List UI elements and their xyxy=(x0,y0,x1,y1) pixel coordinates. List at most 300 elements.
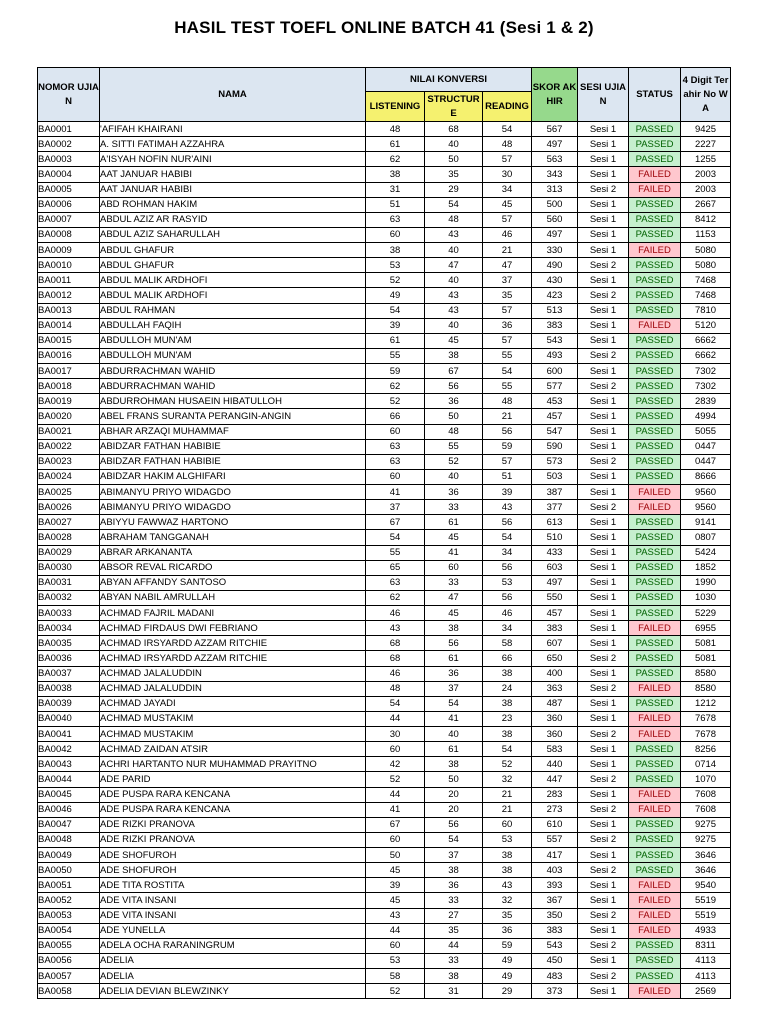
wa-digits-cell: 2569 xyxy=(681,984,731,999)
structure-cell: 43 xyxy=(425,288,483,303)
nomor-ujian-cell: BA0028 xyxy=(38,530,100,545)
header-nilai-konversi: NILAI KONVERSI xyxy=(366,68,532,92)
nama-cell: ABIDZAR FATHAN HABIBIE xyxy=(100,454,366,469)
nomor-ujian-cell: BA0001 xyxy=(38,122,100,137)
status-cell: PASSED xyxy=(629,530,681,545)
listening-cell: 59 xyxy=(366,364,425,379)
reading-cell: 43 xyxy=(483,500,532,515)
sesi-ujian-cell: Sesi 1 xyxy=(578,590,629,605)
nomor-ujian-cell: BA0022 xyxy=(38,439,100,454)
reading-cell: 35 xyxy=(483,288,532,303)
wa-digits-cell: 7468 xyxy=(681,273,731,288)
nomor-ujian-cell: BA0056 xyxy=(38,953,100,968)
listening-cell: 51 xyxy=(366,197,425,212)
structure-cell: 50 xyxy=(425,772,483,787)
nama-cell: ADE VITA INSANI xyxy=(100,908,366,923)
table-row xyxy=(38,152,731,167)
table-row xyxy=(38,848,731,863)
status-cell: FAILED xyxy=(629,923,681,938)
table-row xyxy=(38,742,731,757)
reading-cell: 59 xyxy=(483,938,532,953)
skor-akhir-cell: 330 xyxy=(532,243,578,258)
nomor-ujian-cell: BA0014 xyxy=(38,318,100,333)
structure-cell: 67 xyxy=(425,364,483,379)
table-row xyxy=(38,908,731,923)
reading-cell: 48 xyxy=(483,394,532,409)
structure-cell: 56 xyxy=(425,636,483,651)
sesi-ujian-cell: Sesi 1 xyxy=(578,152,629,167)
nomor-ujian-cell: BA0033 xyxy=(38,606,100,621)
listening-cell: 48 xyxy=(366,681,425,696)
status-cell: PASSED xyxy=(629,953,681,968)
table-row xyxy=(38,333,731,348)
reading-cell: 53 xyxy=(483,832,532,847)
table-row xyxy=(38,212,731,227)
status-cell: PASSED xyxy=(629,969,681,984)
skor-akhir-cell: 367 xyxy=(532,893,578,908)
status-cell: FAILED xyxy=(629,182,681,197)
nomor-ujian-cell: BA0011 xyxy=(38,273,100,288)
structure-cell: 33 xyxy=(425,575,483,590)
wa-digits-cell: 2003 xyxy=(681,182,731,197)
skor-akhir-cell: 603 xyxy=(532,560,578,575)
sesi-ujian-cell: Sesi 1 xyxy=(578,545,629,560)
structure-cell: 47 xyxy=(425,590,483,605)
listening-cell: 60 xyxy=(366,742,425,757)
reading-cell: 32 xyxy=(483,772,532,787)
nama-cell: ABIMANYU PRIYO WIDAGDO xyxy=(100,485,366,500)
skor-akhir-cell: 373 xyxy=(532,984,578,999)
nama-cell: ABDURROHMAN HUSAEIN HIBATULLOH xyxy=(100,394,366,409)
skor-akhir-cell: 583 xyxy=(532,742,578,757)
reading-cell: 57 xyxy=(483,454,532,469)
wa-digits-cell: 8580 xyxy=(681,681,731,696)
table-row xyxy=(38,243,731,258)
listening-cell: 62 xyxy=(366,379,425,394)
structure-cell: 48 xyxy=(425,424,483,439)
nomor-ujian-cell: BA0004 xyxy=(38,167,100,182)
sesi-ujian-cell: Sesi 2 xyxy=(578,908,629,923)
wa-digits-cell: 5080 xyxy=(681,258,731,273)
table-row xyxy=(38,802,731,817)
skor-akhir-cell: 483 xyxy=(532,969,578,984)
wa-digits-cell: 7608 xyxy=(681,787,731,802)
skor-akhir-cell: 493 xyxy=(532,348,578,363)
nomor-ujian-cell: BA0012 xyxy=(38,288,100,303)
listening-cell: 53 xyxy=(366,258,425,273)
sesi-ujian-cell: Sesi 1 xyxy=(578,711,629,726)
reading-cell: 38 xyxy=(483,696,532,711)
status-cell: PASSED xyxy=(629,227,681,242)
sesi-ujian-cell: Sesi 2 xyxy=(578,500,629,515)
structure-cell: 33 xyxy=(425,893,483,908)
wa-digits-cell: 7678 xyxy=(681,727,731,742)
table-row xyxy=(38,863,731,878)
structure-cell: 33 xyxy=(425,500,483,515)
structure-cell: 38 xyxy=(425,621,483,636)
wa-digits-cell: 1255 xyxy=(681,152,731,167)
status-cell: PASSED xyxy=(629,696,681,711)
structure-cell: 40 xyxy=(425,273,483,288)
nama-cell: ADELIA xyxy=(100,969,366,984)
listening-cell: 60 xyxy=(366,424,425,439)
listening-cell: 60 xyxy=(366,469,425,484)
nomor-ujian-cell: BA0010 xyxy=(38,258,100,273)
nama-cell: A'ISYAH NOFIN NUR'AINI xyxy=(100,152,366,167)
reading-cell: 21 xyxy=(483,787,532,802)
sesi-ujian-cell: Sesi 1 xyxy=(578,575,629,590)
structure-cell: 52 xyxy=(425,454,483,469)
table-row xyxy=(38,469,731,484)
listening-cell: 63 xyxy=(366,439,425,454)
nomor-ujian-cell: BA0006 xyxy=(38,197,100,212)
structure-cell: 40 xyxy=(425,137,483,152)
table-row xyxy=(38,757,731,772)
reading-cell: 43 xyxy=(483,878,532,893)
nama-cell: AAT JANUAR HABIBI xyxy=(100,167,366,182)
nama-cell: ACHMAD JALALUDDIN xyxy=(100,666,366,681)
wa-digits-cell: 2839 xyxy=(681,394,731,409)
nama-cell: ADELA OCHA RARANINGRUM xyxy=(100,938,366,953)
wa-digits-cell: 3646 xyxy=(681,863,731,878)
skor-akhir-cell: 360 xyxy=(532,711,578,726)
listening-cell: 45 xyxy=(366,893,425,908)
listening-cell: 60 xyxy=(366,227,425,242)
listening-cell: 68 xyxy=(366,651,425,666)
nomor-ujian-cell: BA0036 xyxy=(38,651,100,666)
wa-digits-cell: 5229 xyxy=(681,606,731,621)
status-cell: PASSED xyxy=(629,273,681,288)
listening-cell: 63 xyxy=(366,212,425,227)
status-cell: PASSED xyxy=(629,590,681,605)
status-cell: PASSED xyxy=(629,379,681,394)
wa-digits-cell: 5120 xyxy=(681,318,731,333)
structure-cell: 43 xyxy=(425,303,483,318)
listening-cell: 60 xyxy=(366,832,425,847)
status-cell: PASSED xyxy=(629,742,681,757)
wa-digits-cell: 5081 xyxy=(681,636,731,651)
wa-digits-cell: 7468 xyxy=(681,288,731,303)
nama-cell: ADE PARID xyxy=(100,772,366,787)
structure-cell: 36 xyxy=(425,878,483,893)
reading-cell: 36 xyxy=(483,923,532,938)
skor-akhir-cell: 543 xyxy=(532,333,578,348)
table-row xyxy=(38,560,731,575)
sesi-ujian-cell: Sesi 2 xyxy=(578,681,629,696)
reading-cell: 38 xyxy=(483,727,532,742)
skor-akhir-cell: 383 xyxy=(532,923,578,938)
structure-cell: 47 xyxy=(425,258,483,273)
status-cell: PASSED xyxy=(629,606,681,621)
listening-cell: 50 xyxy=(366,848,425,863)
status-cell: PASSED xyxy=(629,122,681,137)
structure-cell: 40 xyxy=(425,318,483,333)
nomor-ujian-cell: BA0031 xyxy=(38,575,100,590)
listening-cell: 65 xyxy=(366,560,425,575)
table-row xyxy=(38,485,731,500)
listening-cell: 58 xyxy=(366,969,425,984)
listening-cell: 54 xyxy=(366,696,425,711)
nama-cell: A. SITTI FATIMAH AZZAHRA xyxy=(100,137,366,152)
structure-cell: 29 xyxy=(425,182,483,197)
nama-cell: ACHMAD JAYADI xyxy=(100,696,366,711)
structure-cell: 54 xyxy=(425,197,483,212)
wa-digits-cell: 2227 xyxy=(681,137,731,152)
status-cell: PASSED xyxy=(629,772,681,787)
skor-akhir-cell: 383 xyxy=(532,621,578,636)
reading-cell: 47 xyxy=(483,258,532,273)
nomor-ujian-cell: BA0051 xyxy=(38,878,100,893)
skor-akhir-cell: 563 xyxy=(532,152,578,167)
structure-cell: 36 xyxy=(425,485,483,500)
listening-cell: 38 xyxy=(366,243,425,258)
listening-cell: 38 xyxy=(366,167,425,182)
status-cell: PASSED xyxy=(629,651,681,666)
structure-cell: 61 xyxy=(425,651,483,666)
table-row xyxy=(38,666,731,681)
nomor-ujian-cell: BA0023 xyxy=(38,454,100,469)
wa-digits-cell: 1070 xyxy=(681,772,731,787)
nama-cell: ACHMAD JALALUDDIN xyxy=(100,681,366,696)
nomor-ujian-cell: BA0055 xyxy=(38,938,100,953)
nomor-ujian-cell: BA0003 xyxy=(38,152,100,167)
skor-akhir-cell: 360 xyxy=(532,727,578,742)
status-cell: FAILED xyxy=(629,908,681,923)
status-cell: PASSED xyxy=(629,137,681,152)
status-cell: PASSED xyxy=(629,515,681,530)
nomor-ujian-cell: BA0054 xyxy=(38,923,100,938)
nama-cell: ACHMAD IRSYARDD AZZAM RITCHIE xyxy=(100,636,366,651)
nama-cell: ABDUL MALIK ARDHOFI xyxy=(100,273,366,288)
listening-cell: 49 xyxy=(366,288,425,303)
reading-cell: 21 xyxy=(483,802,532,817)
skor-akhir-cell: 503 xyxy=(532,469,578,484)
status-cell: PASSED xyxy=(629,757,681,772)
reading-cell: 49 xyxy=(483,969,532,984)
reading-cell: 57 xyxy=(483,212,532,227)
reading-cell: 57 xyxy=(483,152,532,167)
listening-cell: 31 xyxy=(366,182,425,197)
structure-cell: 37 xyxy=(425,848,483,863)
listening-cell: 61 xyxy=(366,137,425,152)
listening-cell: 67 xyxy=(366,515,425,530)
wa-digits-cell: 8256 xyxy=(681,742,731,757)
status-cell: PASSED xyxy=(629,333,681,348)
table-row xyxy=(38,727,731,742)
table-row xyxy=(38,273,731,288)
status-cell: PASSED xyxy=(629,424,681,439)
header-nomor-ujian: NOMOR UJIAN xyxy=(38,68,100,122)
wa-digits-cell: 8412 xyxy=(681,212,731,227)
status-cell: PASSED xyxy=(629,212,681,227)
skor-akhir-cell: 497 xyxy=(532,137,578,152)
reading-cell: 29 xyxy=(483,984,532,999)
table-row xyxy=(38,167,731,182)
wa-digits-cell: 7608 xyxy=(681,802,731,817)
wa-digits-cell: 1030 xyxy=(681,590,731,605)
status-cell: FAILED xyxy=(629,727,681,742)
nomor-ujian-cell: BA0039 xyxy=(38,696,100,711)
listening-cell: 45 xyxy=(366,863,425,878)
skor-akhir-cell: 313 xyxy=(532,182,578,197)
nama-cell: ABIMANYU PRIYO WIDAGDO xyxy=(100,500,366,515)
wa-digits-cell: 6662 xyxy=(681,348,731,363)
sesi-ujian-cell: Sesi 1 xyxy=(578,333,629,348)
sesi-ujian-cell: Sesi 2 xyxy=(578,651,629,666)
structure-cell: 45 xyxy=(425,606,483,621)
wa-digits-cell: 7810 xyxy=(681,303,731,318)
nomor-ujian-cell: BA0009 xyxy=(38,243,100,258)
reading-cell: 49 xyxy=(483,953,532,968)
nomor-ujian-cell: BA0024 xyxy=(38,469,100,484)
table-row xyxy=(38,878,731,893)
listening-cell: 62 xyxy=(366,590,425,605)
structure-cell: 50 xyxy=(425,409,483,424)
structure-cell: 27 xyxy=(425,908,483,923)
nomor-ujian-cell: BA0008 xyxy=(38,227,100,242)
sesi-ujian-cell: Sesi 1 xyxy=(578,243,629,258)
sesi-ujian-cell: Sesi 2 xyxy=(578,832,629,847)
skor-akhir-cell: 543 xyxy=(532,938,578,953)
table-row xyxy=(38,258,731,273)
reading-cell: 57 xyxy=(483,333,532,348)
sesi-ujian-cell: Sesi 1 xyxy=(578,893,629,908)
reading-cell: 38 xyxy=(483,863,532,878)
sesi-ujian-cell: Sesi 1 xyxy=(578,212,629,227)
sesi-ujian-cell: Sesi 1 xyxy=(578,137,629,152)
sesi-ujian-cell: Sesi 1 xyxy=(578,273,629,288)
nomor-ujian-cell: BA0040 xyxy=(38,711,100,726)
structure-cell: 60 xyxy=(425,560,483,575)
table-row xyxy=(38,621,731,636)
skor-akhir-cell: 343 xyxy=(532,167,578,182)
table-row xyxy=(38,409,731,424)
nomor-ujian-cell: BA0058 xyxy=(38,984,100,999)
table-row xyxy=(38,137,731,152)
nama-cell: ABDUL MALIK ARDHOFI xyxy=(100,288,366,303)
status-cell: PASSED xyxy=(629,469,681,484)
nama-cell: ADE SHOFUROH xyxy=(100,863,366,878)
table-row xyxy=(38,394,731,409)
skor-akhir-cell: 610 xyxy=(532,817,578,832)
reading-cell: 21 xyxy=(483,409,532,424)
sesi-ujian-cell: Sesi 1 xyxy=(578,757,629,772)
reading-cell: 34 xyxy=(483,545,532,560)
nomor-ujian-cell: BA0020 xyxy=(38,409,100,424)
wa-digits-cell: 9425 xyxy=(681,122,731,137)
sesi-ujian-cell: Sesi 1 xyxy=(578,122,629,137)
wa-digits-cell: 9560 xyxy=(681,500,731,515)
skor-akhir-cell: 497 xyxy=(532,575,578,590)
status-cell: PASSED xyxy=(629,258,681,273)
structure-cell: 44 xyxy=(425,938,483,953)
structure-cell: 38 xyxy=(425,348,483,363)
table-row xyxy=(38,515,731,530)
nama-cell: ADE RIZKI PRANOVA xyxy=(100,832,366,847)
table-row xyxy=(38,454,731,469)
listening-cell: 41 xyxy=(366,485,425,500)
nomor-ujian-cell: BA0018 xyxy=(38,379,100,394)
reading-cell: 60 xyxy=(483,817,532,832)
nomor-ujian-cell: BA0049 xyxy=(38,848,100,863)
status-cell: FAILED xyxy=(629,984,681,999)
reading-cell: 37 xyxy=(483,273,532,288)
status-cell: FAILED xyxy=(629,167,681,182)
skor-akhir-cell: 393 xyxy=(532,878,578,893)
sesi-ujian-cell: Sesi 2 xyxy=(578,258,629,273)
status-cell: PASSED xyxy=(629,560,681,575)
skor-akhir-cell: 600 xyxy=(532,364,578,379)
skor-akhir-cell: 487 xyxy=(532,696,578,711)
skor-akhir-cell: 400 xyxy=(532,666,578,681)
table-row xyxy=(38,938,731,953)
nomor-ujian-cell: BA0045 xyxy=(38,787,100,802)
status-cell: PASSED xyxy=(629,848,681,863)
table-row xyxy=(38,969,731,984)
table-row xyxy=(38,772,731,787)
listening-cell: 44 xyxy=(366,923,425,938)
sesi-ujian-cell: Sesi 1 xyxy=(578,318,629,333)
listening-cell: 43 xyxy=(366,621,425,636)
nama-cell: ACHRI HARTANTO NUR MUHAMMAD PRAYITNO xyxy=(100,757,366,772)
listening-cell: 54 xyxy=(366,530,425,545)
skor-akhir-cell: 383 xyxy=(532,318,578,333)
skor-akhir-cell: 607 xyxy=(532,636,578,651)
skor-akhir-cell: 450 xyxy=(532,953,578,968)
structure-cell: 38 xyxy=(425,969,483,984)
sesi-ujian-cell: Sesi 1 xyxy=(578,515,629,530)
status-cell: FAILED xyxy=(629,711,681,726)
sesi-ujian-cell: Sesi 1 xyxy=(578,817,629,832)
skor-akhir-cell: 447 xyxy=(532,772,578,787)
reading-cell: 48 xyxy=(483,137,532,152)
reading-cell: 46 xyxy=(483,227,532,242)
structure-cell: 55 xyxy=(425,439,483,454)
nomor-ujian-cell: BA0048 xyxy=(38,832,100,847)
sesi-ujian-cell: Sesi 1 xyxy=(578,303,629,318)
wa-digits-cell: 9141 xyxy=(681,515,731,530)
status-cell: PASSED xyxy=(629,364,681,379)
nomor-ujian-cell: BA0017 xyxy=(38,364,100,379)
page-title: HASIL TEST TOEFL ONLINE BATCH 41 (Sesi 1 & 2) xyxy=(174,18,594,37)
table-row xyxy=(38,545,731,560)
header-wa-digits: 4 Digit Terahir No WA xyxy=(681,68,731,122)
nama-cell: ABDUL AZIZ SAHARULLAH xyxy=(100,227,366,242)
reading-cell: 45 xyxy=(483,197,532,212)
listening-cell: 43 xyxy=(366,908,425,923)
sesi-ujian-cell: Sesi 1 xyxy=(578,848,629,863)
table-row xyxy=(38,984,731,999)
sesi-ujian-cell: Sesi 2 xyxy=(578,969,629,984)
reading-cell: 54 xyxy=(483,530,532,545)
table-row xyxy=(38,182,731,197)
sesi-ujian-cell: Sesi 1 xyxy=(578,560,629,575)
wa-digits-cell: 7302 xyxy=(681,364,731,379)
listening-cell: 54 xyxy=(366,303,425,318)
wa-digits-cell: 4113 xyxy=(681,953,731,968)
structure-cell: 45 xyxy=(425,333,483,348)
sesi-ujian-cell: Sesi 1 xyxy=(578,636,629,651)
sesi-ujian-cell: Sesi 2 xyxy=(578,288,629,303)
listening-cell: 53 xyxy=(366,953,425,968)
structure-cell: 40 xyxy=(425,243,483,258)
listening-cell: 63 xyxy=(366,454,425,469)
wa-digits-cell: 2003 xyxy=(681,167,731,182)
table-row xyxy=(38,122,731,137)
table-row xyxy=(38,923,731,938)
listening-cell: 41 xyxy=(366,802,425,817)
table-row xyxy=(38,348,731,363)
